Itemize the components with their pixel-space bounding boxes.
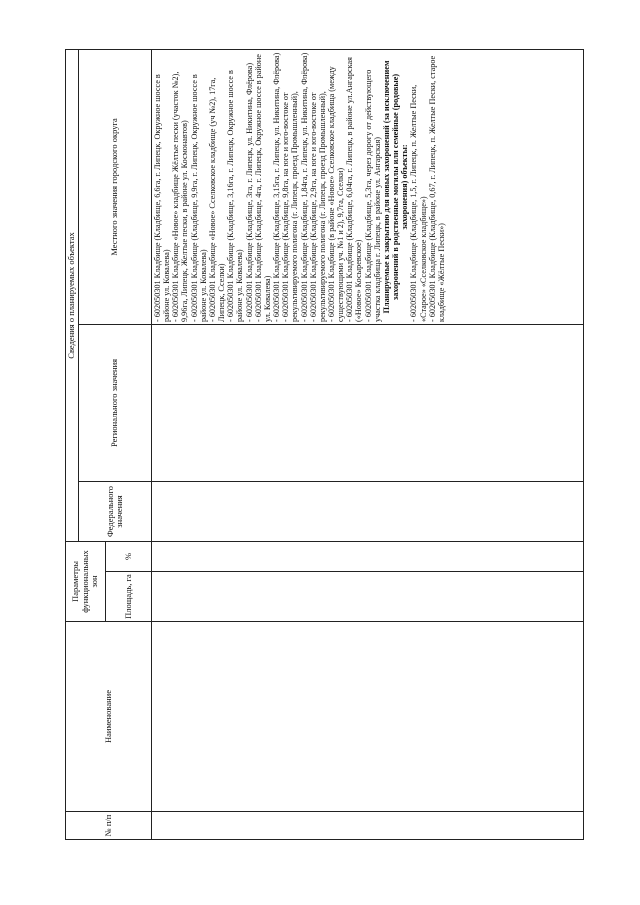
local-item: - 602050301 Кладбище (в районе «Новое» Сселковское кладбища (между существующими уч. №1 и 2), 9,7га, Сселки) bbox=[326, 66, 346, 322]
header-regional: Регионального значения bbox=[79, 324, 152, 481]
local-item: - 602050301 Кладбище (Кладбище, 3,16га, г. Липецк, Окружное шоссе в районе ул. Ковалева) bbox=[226, 70, 245, 322]
header-area: Площадь, га bbox=[106, 572, 152, 622]
closing-item: - 602050301 Кладбище (Кладбище, 1,5, г. Липецк, п. Желтые Пески, «Старое» «Сселковское кладбище») bbox=[409, 84, 428, 322]
local-item: - 602050301 Кладбище (Кладбище, 1,84га, г. Липецк, ул. Никитина, Флёрова) bbox=[299, 52, 309, 322]
planned-objects-table bbox=[65, 49, 584, 840]
cell-regional bbox=[152, 324, 584, 481]
local-item: - 602050301 Кладбище «Новое» Сселковское кладбище (уч №2), 17га, Липецк, Сселки) bbox=[207, 77, 227, 322]
header-num: № п/п bbox=[66, 812, 152, 840]
cell-area bbox=[152, 572, 584, 622]
local-item: - 602050301 Кладбище (Кладбище, 9,9га, г. Липецк, Окружное шоссе в районе ул. Ковалева) bbox=[189, 74, 208, 322]
local-item: - 602050301 Кладбище (Кладбище, 5,3га, через дорогу от действующего участка кладбища г. Липецк, в районе ул. Ангарская) bbox=[363, 69, 382, 322]
header-name: Наименование bbox=[66, 622, 152, 812]
cell-name bbox=[152, 622, 584, 812]
cell-federal bbox=[152, 481, 584, 541]
header-params: Параметры функциональных зон bbox=[66, 541, 106, 621]
header-percent: % bbox=[106, 541, 152, 571]
cell-local bbox=[152, 49, 584, 324]
local-item: - 602050301 Кладбище (Кладбище, 3,15га, г. Липецк, ул. Никитина, Флёрова) bbox=[272, 52, 282, 322]
header-planned: Сведения о планируемых объектах bbox=[66, 49, 79, 541]
cell-num bbox=[152, 812, 584, 840]
local-item: - 602050301 Кладбище (Кладбище, 3га, г. Липецк, ул. Никитина, Флёрова) bbox=[244, 62, 254, 322]
header-federal: Федерального значения bbox=[79, 481, 152, 541]
local-item: - 602050301 Кладбище «Новое» кладбище Жёлтые пески (участок №2), 9,96га, Липецк, Желтые пески, в районе ул. Космонавтов) bbox=[171, 71, 190, 322]
header-local: Местного значения городского округа bbox=[79, 49, 152, 324]
closing-heading: Планируемые к закрытию для новых захоронений (за исключением захоронений в родственные могилы или семейные (родовые) захоронения) объекты: bbox=[381, 60, 410, 314]
closing-item: - 602050301 Кладбище (Кладбище, 0,67, г. Липецк, п. Желтые Пески, старое кладбище «Жёлтые Пески») bbox=[427, 55, 446, 322]
local-item: - 602050301 Кладбище (Кладбище, 6,04га, г. Липецк, в районе ул.Ангарская («Новое» Косыревское) bbox=[345, 57, 364, 322]
table-row bbox=[152, 49, 584, 839]
local-item: - 602050301 Кладбище (Кладбище, 4га, г. Липецк, Окружное шоссе в районе ул. Ковалева) bbox=[253, 54, 272, 322]
local-item: - 602050301 Кладбище (Кладбище, 6,6га, г. Липецк, Окружное шоссе в районе ул. Ковалева) bbox=[153, 74, 172, 322]
local-item: - 602050301 Кладбище (Кладбище, 2,9га, на юге и юго-востоке от рекультивируемого полигона (г. Липецк, проезд Промышленный), bbox=[308, 91, 327, 322]
cell-percent bbox=[152, 541, 584, 571]
local-item: - 602050301 Кладбище (Кладбище, 9,8га, на юге и юго-востоке от рекультивируемого полигона (г. Липецк, проезд Промышленный), bbox=[281, 91, 300, 322]
rotated-table-page bbox=[65, 50, 584, 840]
